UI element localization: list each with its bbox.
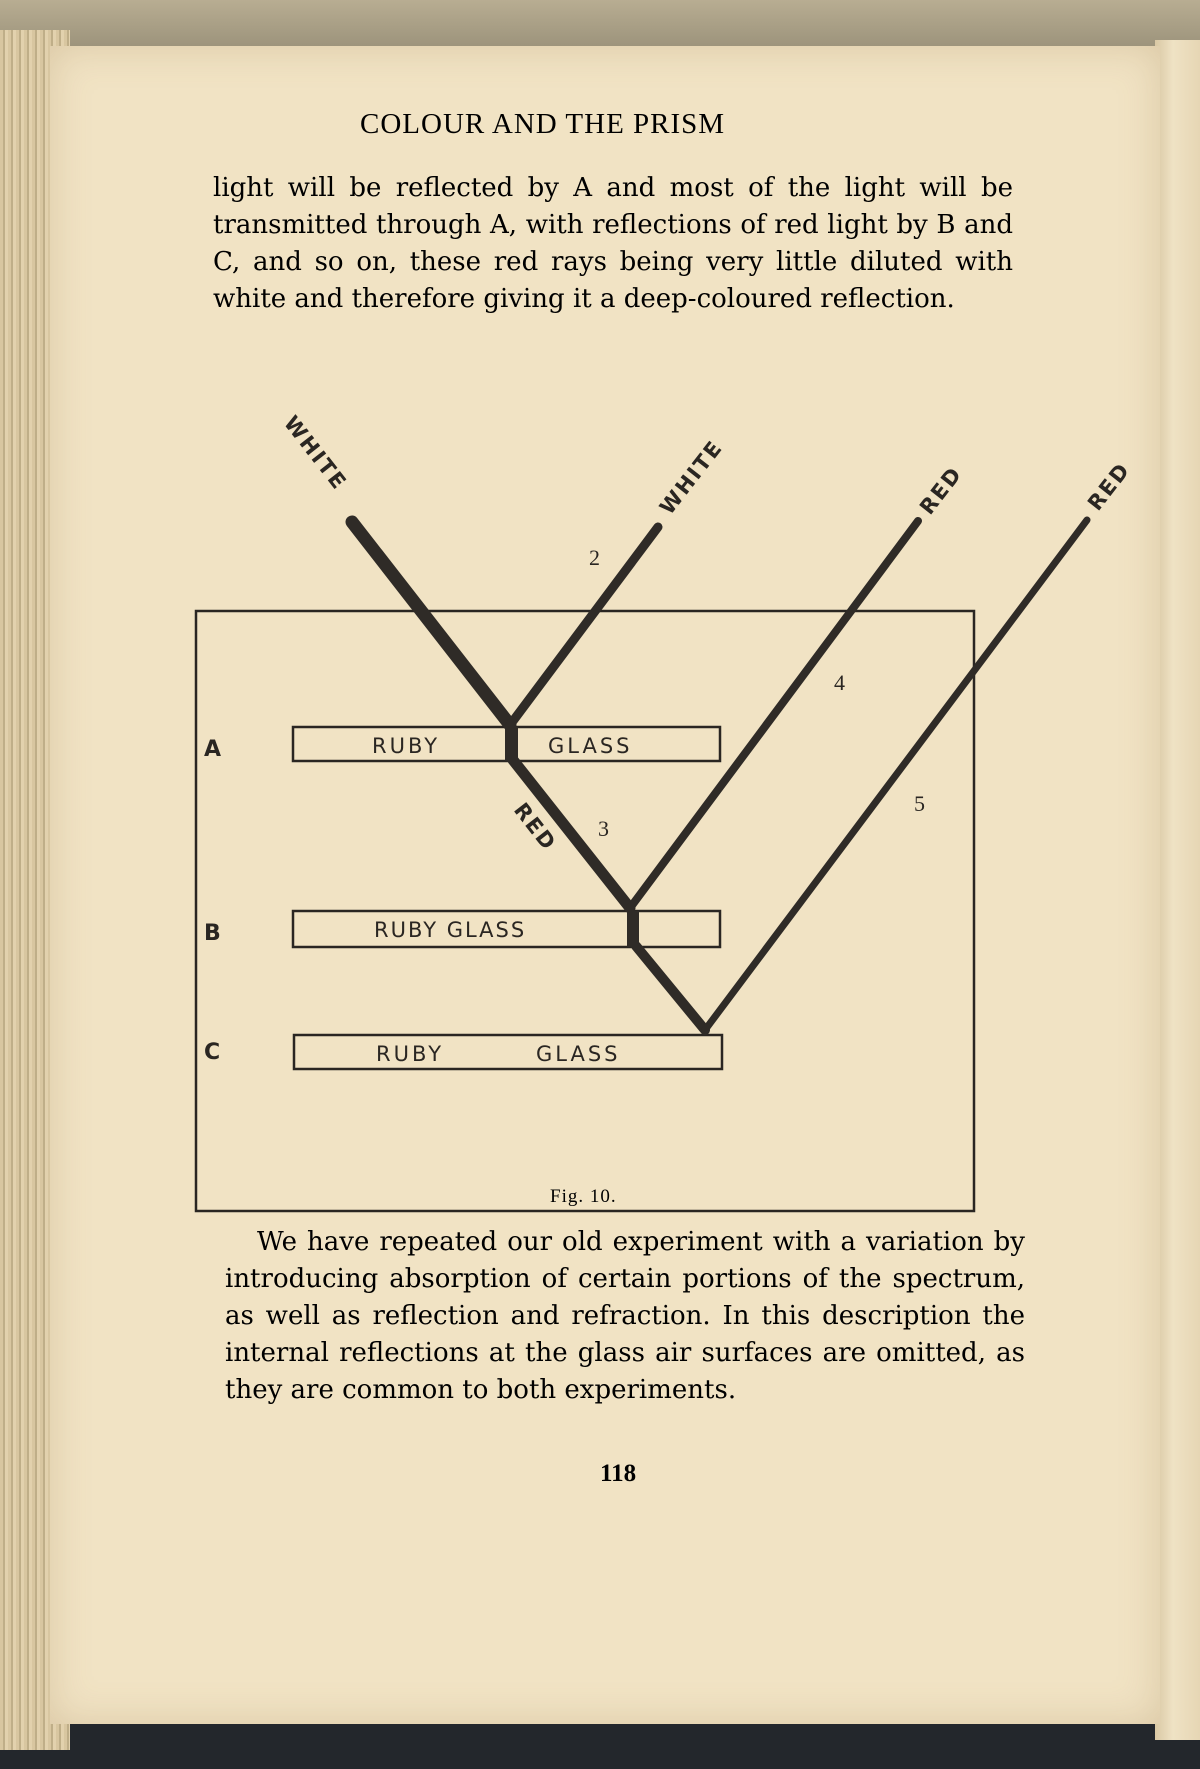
plate-c <box>294 1035 722 1069</box>
ray-number-2: 2 <box>589 545 600 570</box>
ray-label-red-4: RED <box>915 461 968 520</box>
ray-red-transmitted-c <box>636 946 705 1030</box>
ray-label-red-transmitted: RED <box>509 798 562 856</box>
plate-label-b: B <box>204 921 221 946</box>
plate-label-c: C <box>204 1040 221 1065</box>
plate-c-label-glass: GLASS <box>536 1042 621 1066</box>
plate-a-label-ruby: RUBY <box>372 734 441 758</box>
ray-label-white-incident: WHITE <box>279 411 352 495</box>
ray-number-3: 3 <box>598 816 609 841</box>
running-head: COLOUR AND THE PRISM <box>360 108 726 140</box>
ray-number-4: 4 <box>834 670 845 695</box>
ray-in-plate-a <box>505 727 518 761</box>
plate-a-label-glass: GLASS <box>548 734 633 758</box>
page-number: 118 <box>600 1460 637 1487</box>
ray-red-reflected-4 <box>630 521 918 908</box>
figure-caption: Fig. 10. <box>550 1186 617 1207</box>
ray-white-reflected-2 <box>510 527 658 725</box>
plate-c-label-ruby: RUBY <box>376 1042 445 1066</box>
plate-label-a: A <box>204 737 222 762</box>
ray-white-incident <box>352 522 510 725</box>
paragraph-top: light will be reflected by A and most of the light will be transmitted through A, with reflections of red light by B and C, and so on, these red rays being very little diluted with white and therefore giving it a deep-coloured reflection. <box>213 173 1013 314</box>
ray-in-plate-b <box>627 911 639 947</box>
ray-label-red-5: RED <box>1083 457 1136 516</box>
ray-number-5: 5 <box>914 791 925 816</box>
ray-label-white-reflected: WHITE <box>655 435 728 520</box>
paragraph-bottom: We have repeated our old experiment with a variation by introducing absorption of certain portions of the spectrum, as well as reflection and refraction. In this description the internal reflections at the glass air surfaces are omitted, as they are common to both experiments. <box>225 1227 1025 1405</box>
ray-red-reflected-5 <box>705 520 1087 1030</box>
plate-b-label: RUBY GLASS <box>374 918 527 942</box>
